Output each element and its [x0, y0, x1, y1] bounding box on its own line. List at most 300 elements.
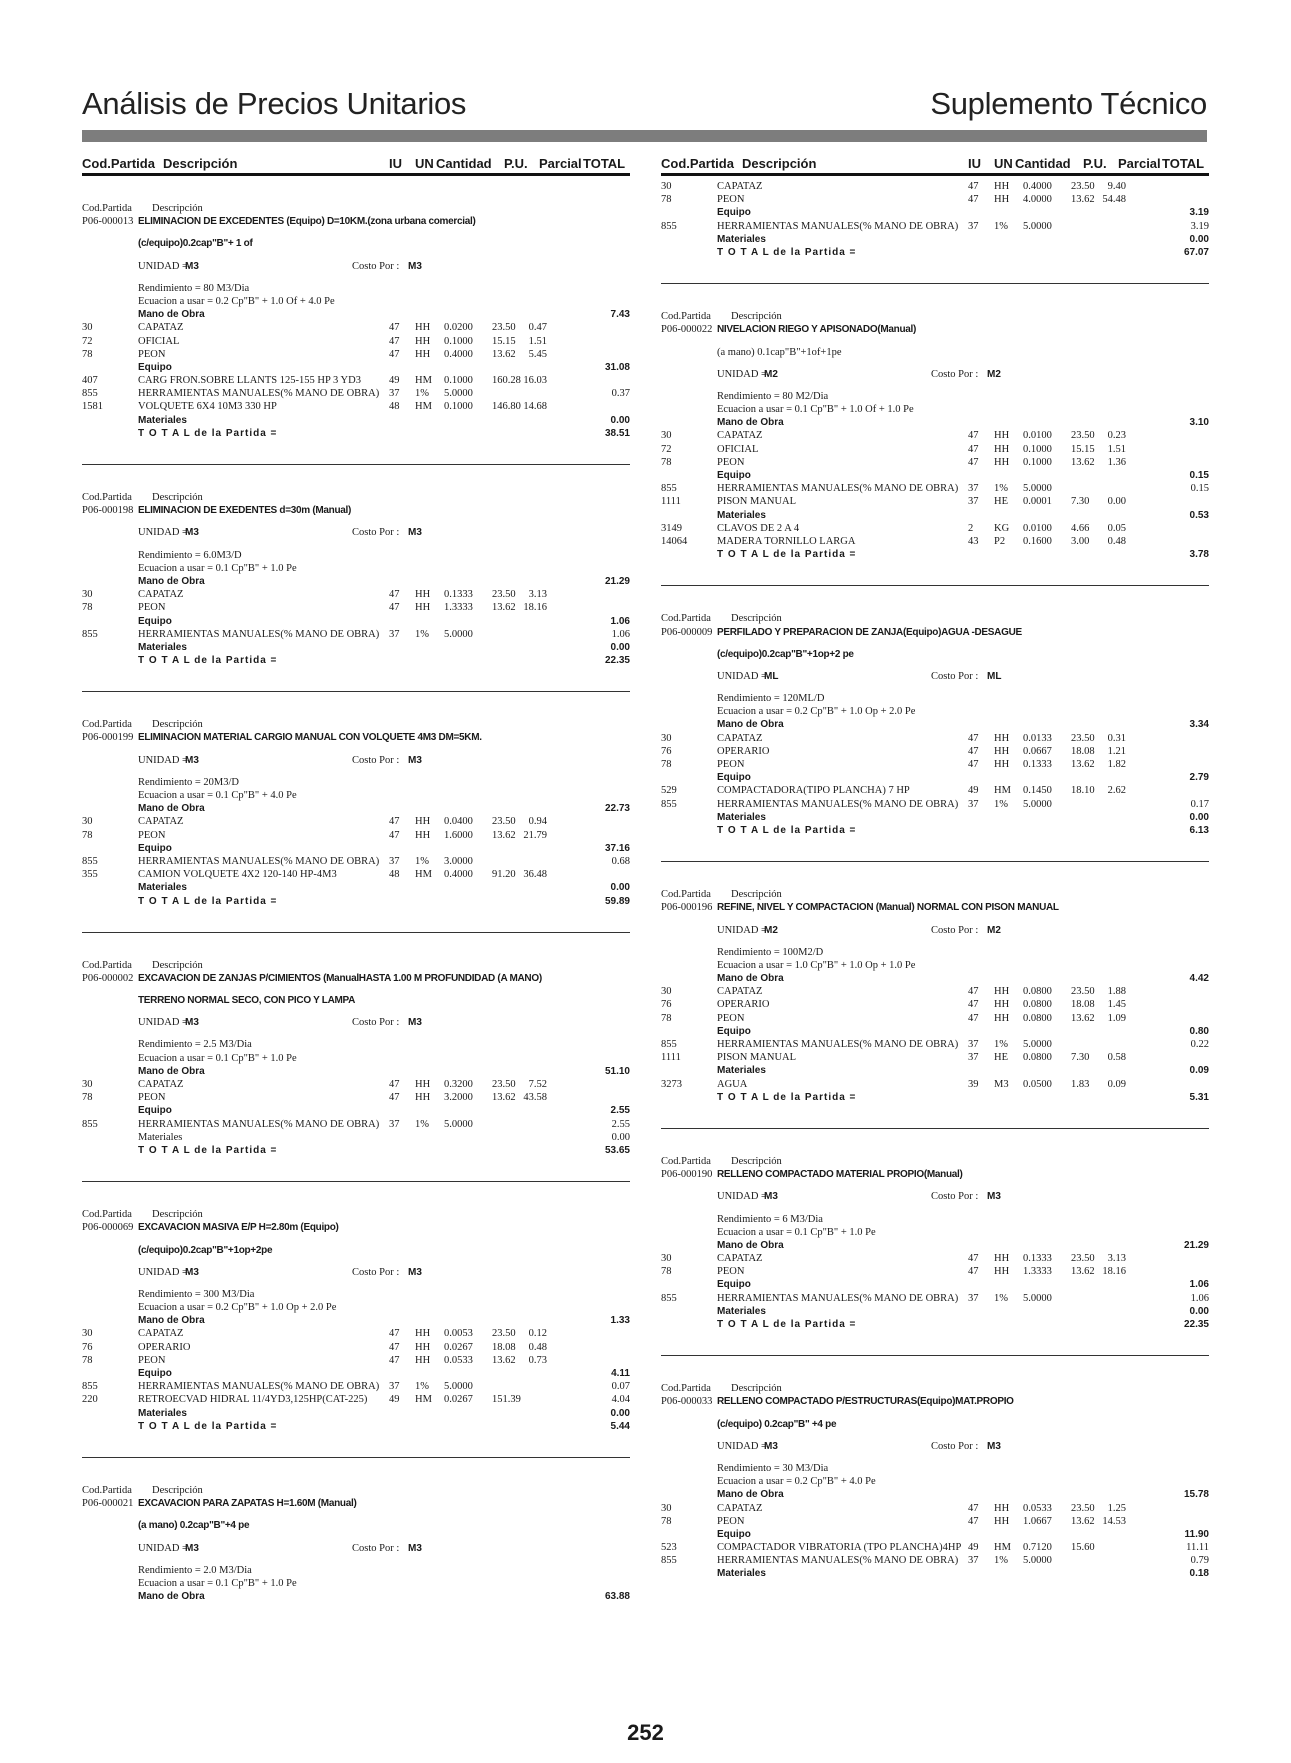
item-unit-price: 13.62 — [492, 602, 516, 614]
partida-code: P06-000196 — [661, 902, 713, 914]
item-code: 78 — [661, 759, 672, 770]
line-item-row — [661, 429, 1209, 442]
category-row — [82, 1590, 630, 1603]
partida-total-label: T O T A L de la Partida = — [138, 1144, 278, 1156]
partida-header-row — [661, 310, 1209, 323]
partida-block — [661, 1129, 1209, 1356]
item-code: 72 — [661, 443, 672, 455]
descripcion-label: Descripción — [152, 1484, 203, 1496]
column-header-cantidad: Cantidad — [1015, 156, 1071, 171]
partida-header-row — [82, 718, 630, 731]
item-unit-price: 23.50 — [1071, 181, 1095, 192]
item-description: PEON — [717, 194, 745, 206]
unidad-label: UNIDAD = — [717, 670, 767, 682]
category-total: 31.08 — [604, 361, 630, 373]
partida-title-row — [82, 1497, 630, 1510]
partida-title: ELIMINACION DE EXEDENTES d=30m (Manual) — [138, 505, 352, 517]
item-iu: 47 — [389, 1354, 400, 1366]
item-unit-price: 23.50 — [1071, 1502, 1095, 1514]
item-unit-price: 18.08 — [1071, 745, 1095, 757]
item-code: 30 — [82, 322, 93, 334]
item-iu: 37 — [389, 1118, 400, 1130]
column-header — [82, 154, 630, 176]
item-quantity: 5.0000 — [1023, 1039, 1052, 1050]
item-partial: 9.40 — [1107, 181, 1126, 192]
item-iu: 37 — [389, 628, 400, 640]
item-code: 855 — [661, 483, 677, 495]
item-quantity: 0.0500 — [1023, 1078, 1052, 1090]
partida-total-row — [661, 1318, 1209, 1331]
cod-partida-label: Cod.Partida — [661, 613, 711, 625]
item-description: HERRAMIENTAS MANUALES(% MANO DE OBRA) — [717, 220, 959, 232]
partida-title: RELLENO COMPACTADO P/ESTRUCTURAS(Equipo)MAT.PROPIO — [717, 1396, 1014, 1408]
partida-total-row — [82, 654, 630, 667]
item-code: 30 — [661, 1253, 672, 1265]
rendimiento-row — [82, 1288, 630, 1301]
rendimiento-text: Rendimiento = 2.5 M3/Dia — [138, 1039, 252, 1051]
partida-total-label: T O T A L de la Partida = — [138, 655, 278, 667]
item-partial: 0.05 — [1107, 522, 1126, 534]
item-unit: HH — [994, 443, 1010, 455]
item-description: HERRAMIENTAS MANUALES(% MANO DE OBRA) — [717, 1292, 959, 1304]
column-header-un: UN — [415, 156, 434, 171]
category-row — [82, 308, 630, 321]
cod-partida-label: Cod.Partida — [82, 1209, 132, 1221]
item-code: 78 — [82, 348, 93, 360]
item-unit: HH — [415, 1341, 431, 1353]
costo-por-value: M3 — [408, 754, 422, 766]
line-item-row — [661, 522, 1209, 535]
line-item-row — [661, 798, 1209, 811]
category-total: 0.00 — [611, 1131, 630, 1143]
category-total: 1.06 — [610, 615, 630, 627]
category-row — [82, 1314, 630, 1327]
ecuacion-text: Ecuacion a usar = 0.2 Cp"B" + 1.0 Op + 2.0 Pe — [717, 706, 916, 718]
item-iu: 37 — [968, 496, 979, 508]
item-quantity: 0.0533 — [444, 1354, 473, 1366]
item-code: 523 — [661, 1542, 677, 1554]
category-row — [82, 615, 630, 628]
item-description: OPERARIO — [717, 745, 770, 757]
item-unit-price: 13.62 — [1071, 1266, 1095, 1278]
category-total: 2.55 — [610, 1105, 630, 1117]
item-iu: 43 — [968, 535, 979, 547]
category-total: 37.16 — [604, 842, 630, 854]
partida-title: EXCAVACION MASIVA E/P H=2.80m (Equipo) — [138, 1222, 339, 1234]
partida-total-row — [661, 548, 1209, 561]
item-quantity: 0.1333 — [444, 589, 473, 601]
category-label: Mano de Obra — [138, 1591, 205, 1603]
category-row — [82, 361, 630, 374]
column-header-desc: Descripción — [163, 156, 238, 171]
partida-total-value: 38.51 — [604, 427, 630, 439]
item-code: 855 — [661, 220, 677, 232]
rendimiento-row — [82, 1564, 630, 1577]
category-row — [82, 641, 630, 654]
item-iu: 47 — [968, 745, 979, 757]
item-unit: HH — [415, 335, 431, 347]
item-quantity: 0.4000 — [1023, 181, 1052, 192]
item-description: OPERARIO — [138, 1341, 191, 1353]
item-unit: HH — [994, 181, 1010, 192]
partida-subtitle: (c/equipo)0.2cap"B"+ 1 of — [138, 238, 253, 250]
item-unit: HH — [994, 1266, 1010, 1278]
item-partial: 21.79 — [523, 829, 547, 841]
category-row — [661, 811, 1209, 824]
unidad-value: M3 — [764, 1440, 778, 1452]
unidad-label: UNIDAD = — [138, 1542, 188, 1554]
partida-code: P06-000021 — [82, 1498, 134, 1510]
item-partial: 1.21 — [1107, 745, 1126, 757]
item-iu: 48 — [389, 869, 400, 881]
category-label: Equipo — [717, 1528, 751, 1540]
item-partial: 0.48 — [1107, 535, 1126, 547]
item-code: 78 — [82, 829, 93, 841]
descripcion-label: Descripción — [731, 613, 782, 625]
unidad-label: UNIDAD = — [138, 754, 188, 766]
item-code: 855 — [82, 628, 98, 640]
item-partial: 0.00 — [1107, 496, 1126, 508]
partida-title: EXCAVACION PARA ZAPATAS H=1.60M (Manual) — [138, 1498, 357, 1510]
cod-partida-label: Cod.Partida — [661, 1383, 711, 1395]
item-unit-price: 4.66 — [1071, 522, 1090, 534]
item-partial: 0.09 — [1107, 1078, 1126, 1090]
item-quantity: 5.0000 — [1023, 483, 1052, 495]
partida-header-row — [82, 202, 630, 215]
item-quantity: 0.3200 — [444, 1079, 473, 1090]
item-description: HERRAMIENTAS MANUALES(% MANO DE OBRA) — [717, 1039, 959, 1050]
costo-por-label: Costo Por : — [931, 1191, 979, 1203]
line-item-row — [661, 1554, 1209, 1567]
descripcion-label: Descripción — [731, 1155, 782, 1167]
item-unit: HH — [415, 1079, 431, 1090]
partida-total-value: 6.13 — [1189, 824, 1209, 836]
category-row — [82, 1131, 630, 1144]
column-header-cod: Cod.Partida — [661, 156, 734, 171]
costo-por-label: Costo Por : — [352, 260, 400, 272]
item-unit: HH — [415, 322, 431, 334]
costo-por-value: M3 — [408, 1017, 422, 1029]
item-code: 1581 — [82, 401, 103, 413]
item-description: PEON — [717, 1012, 745, 1024]
item-unit-price: 13.62 — [492, 1354, 516, 1366]
partida-subtitle: TERRENO NORMAL SECO, CON PICO Y LAMPA — [138, 995, 356, 1007]
partida-title: REFINE, NIVEL Y COMPACTACION (Manual) NORMAL CON PISON MANUAL — [717, 902, 1059, 914]
item-description: CAPATAZ — [138, 1079, 184, 1090]
descripcion-label: Descripción — [152, 1209, 203, 1221]
category-total: 1.06 — [1189, 1279, 1209, 1291]
item-quantity: 0.0200 — [444, 322, 473, 334]
category-row — [661, 972, 1209, 985]
item-unit: HH — [994, 194, 1010, 206]
line-item-row — [661, 535, 1209, 548]
ecuacion-row — [82, 1301, 630, 1314]
item-unit-price: 146.80 — [492, 401, 521, 413]
item-iu: 37 — [389, 855, 400, 867]
item-unit: HH — [415, 602, 431, 614]
rendimiento-text: Rendimiento = 20M3/D — [138, 776, 240, 788]
item-quantity: 4.0000 — [1023, 194, 1052, 206]
item-unit-price: 18.08 — [492, 1341, 516, 1353]
item-description: RETROECVAD HIDRAL 11/4YD3,125HP(CAT-225) — [138, 1394, 368, 1406]
item-code: 78 — [661, 194, 672, 206]
line-item-row — [661, 1502, 1209, 1515]
partida-total-label: T O T A L de la Partida = — [717, 1091, 857, 1103]
category-total: 4.42 — [1189, 973, 1209, 985]
item-quantity: 0.0267 — [444, 1394, 473, 1406]
rendimiento-row — [82, 282, 630, 295]
line-item-row — [82, 628, 630, 641]
item-iu: 49 — [968, 785, 979, 797]
category-row — [661, 1567, 1209, 1580]
category-row — [661, 1064, 1209, 1077]
item-unit-price: 15.15 — [492, 335, 516, 347]
unidad-row — [82, 1016, 630, 1029]
item-quantity: 5.0000 — [1023, 798, 1052, 810]
partida-subtitle-row — [82, 1244, 630, 1257]
ecuacion-text: Ecuacion a usar = 0.1 Cp"B" + 4.0 Pe — [138, 790, 297, 801]
item-description: CARG FRON.SOBRE LLANTS 125-155 HP 3 YD3 — [138, 375, 361, 387]
item-iu: 37 — [968, 1555, 979, 1567]
costo-por-label: Costo Por : — [931, 368, 979, 380]
item-description: OFICIAL — [717, 443, 759, 455]
item-description: PISON MANUAL — [717, 1052, 797, 1064]
item-partial: 0.73 — [528, 1354, 547, 1366]
partida-block — [82, 465, 630, 692]
partida-header-row — [661, 1155, 1209, 1168]
item-description: HERRAMIENTAS MANUALES(% MANO DE OBRA) — [717, 483, 959, 495]
item-partial: 1.36 — [1107, 456, 1126, 468]
ecuacion-row — [82, 1052, 630, 1065]
item-unit: HH — [994, 1253, 1010, 1265]
unidad-label: UNIDAD = — [717, 368, 767, 380]
category-label: Materiales — [717, 1305, 766, 1317]
item-code: 855 — [661, 798, 677, 810]
item-description: HERRAMIENTAS MANUALES(% MANO DE OBRA) — [138, 1118, 380, 1130]
item-quantity: 0.1000 — [1023, 456, 1052, 468]
line-item-row — [82, 348, 630, 361]
item-unit: 1% — [994, 1555, 1008, 1567]
partida-header-row — [82, 491, 630, 504]
item-total: 0.15 — [1190, 483, 1209, 495]
partida-block — [82, 1458, 630, 1603]
item-code: 855 — [82, 855, 98, 867]
item-partial: 5.45 — [528, 348, 547, 360]
category-row — [82, 575, 630, 588]
unidad-value: M2 — [764, 368, 778, 380]
category-total: 0.80 — [1189, 1025, 1209, 1037]
item-iu: 47 — [968, 1502, 979, 1514]
item-code: 76 — [82, 1341, 93, 1353]
item-total: 1.06 — [1190, 1292, 1209, 1304]
item-total: 3.19 — [1190, 220, 1209, 232]
item-unit-price: 13.62 — [492, 829, 516, 841]
partida-subtitle-row — [82, 994, 630, 1007]
item-code: 78 — [82, 602, 93, 614]
category-total: 15.78 — [1183, 1489, 1209, 1501]
column-header-iu: IU — [968, 156, 981, 171]
category-total: 0.00 — [1189, 233, 1209, 245]
item-unit-price: 23.50 — [492, 322, 516, 334]
category-row — [661, 1239, 1209, 1252]
line-item-row — [661, 1051, 1209, 1064]
item-quantity: 5.0000 — [444, 388, 473, 400]
line-item-row — [82, 1118, 630, 1131]
descripcion-label: Descripción — [152, 203, 203, 214]
column-header-cantidad: Cantidad — [436, 156, 492, 171]
category-row — [82, 1367, 630, 1380]
costo-por-label: Costo Por : — [352, 1542, 400, 1554]
item-unit-price: 15.60 — [1071, 1542, 1095, 1554]
item-description: HERRAMIENTAS MANUALES(% MANO DE OBRA) — [138, 388, 380, 400]
item-code: 355 — [82, 869, 98, 881]
unidad-row — [82, 754, 630, 767]
category-label: Materiales — [138, 1131, 183, 1143]
item-quantity: 0.0100 — [1023, 430, 1052, 442]
item-code: 78 — [661, 1515, 672, 1527]
item-unit: 1% — [415, 1381, 429, 1393]
item-unit: 1% — [994, 798, 1008, 810]
rendimiento-text: Rendimiento = 30 M3/Dia — [717, 1462, 829, 1474]
category-total: 0.00 — [1189, 1305, 1209, 1317]
ecuacion-text: Ecuacion a usar = 0.1 Cp"B" + 1.0 Pe — [717, 1226, 876, 1238]
category-row — [82, 842, 630, 855]
item-total: 0.17 — [1190, 798, 1209, 810]
unidad-value: M3 — [185, 260, 199, 272]
ecuacion-row — [661, 959, 1209, 972]
item-iu: 49 — [389, 1394, 400, 1406]
item-description: HERRAMIENTAS MANUALES(% MANO DE OBRA) — [138, 1381, 380, 1393]
item-description: HERRAMIENTAS MANUALES(% MANO DE OBRA) — [717, 798, 959, 810]
unidad-row — [661, 1440, 1209, 1453]
item-code: 78 — [82, 1354, 93, 1366]
category-total: 0.00 — [610, 882, 630, 894]
item-unit: HH — [994, 759, 1010, 770]
item-iu: 37 — [389, 1381, 400, 1393]
rendimiento-row — [661, 390, 1209, 403]
item-total: 0.79 — [1190, 1555, 1209, 1567]
line-item-row — [661, 1252, 1209, 1265]
item-partial: 1.25 — [1107, 1502, 1126, 1514]
item-unit-price: 23.50 — [1071, 986, 1095, 998]
item-unit: 1% — [415, 388, 429, 400]
item-iu: 47 — [389, 816, 400, 828]
item-partial: 1.82 — [1107, 759, 1126, 770]
category-label: Equipo — [717, 772, 751, 784]
column-header-parcial: Parcial — [539, 156, 582, 171]
category-total: 2.79 — [1189, 772, 1209, 784]
category-row — [82, 802, 630, 815]
item-quantity: 3.0000 — [444, 855, 473, 867]
item-code: 855 — [661, 1555, 677, 1567]
column-header-cod: Cod.Partida — [82, 156, 155, 171]
rendimiento-row — [82, 776, 630, 789]
item-partial: 1.51 — [528, 335, 547, 347]
rendimiento-text: Rendimiento = 300 M3/Dia — [138, 1288, 255, 1300]
partida-title: ELIMINACION MATERIAL CARGIO MANUAL CON VOLQUETE 4M3 DM=5KM. — [138, 732, 482, 744]
partida-total-label: T O T A L de la Partida = — [717, 1319, 857, 1330]
category-row — [661, 416, 1209, 429]
unidad-label: UNIDAD = — [717, 1440, 767, 1452]
category-total: 1.33 — [610, 1315, 630, 1327]
partida-title: RELLENO COMPACTADO MATERIAL PROPIO(Manual) — [717, 1169, 963, 1181]
cod-partida-label: Cod.Partida — [82, 1484, 132, 1496]
category-row — [661, 1025, 1209, 1038]
category-total: 21.29 — [604, 575, 630, 587]
item-code: 1111 — [661, 1052, 681, 1064]
rendimiento-row — [82, 549, 630, 562]
item-code: 855 — [82, 1118, 98, 1130]
item-code: 76 — [661, 999, 672, 1011]
ecuacion-row — [661, 403, 1209, 416]
item-code: 855 — [661, 1292, 677, 1304]
partida-title-row — [661, 1168, 1209, 1181]
item-description: CAPATAZ — [717, 1502, 763, 1514]
partida-code: P06-000190 — [661, 1169, 713, 1181]
unidad-label: UNIDAD = — [138, 527, 188, 539]
line-item-row — [661, 758, 1209, 771]
item-quantity: 5.0000 — [1023, 1555, 1052, 1567]
unidad-value: M2 — [764, 924, 778, 936]
item-unit-price: 91.20 — [492, 869, 516, 881]
category-total: 0.00 — [610, 1407, 630, 1419]
partida-total-row — [82, 1144, 630, 1157]
category-total: 63.88 — [604, 1591, 630, 1603]
category-label: Materiales — [717, 1568, 766, 1580]
item-unit-price: 13.62 — [1071, 194, 1095, 206]
category-label: Mano de Obra — [138, 1315, 205, 1327]
partida-block — [661, 1356, 1209, 1580]
unidad-row — [661, 924, 1209, 937]
item-code: 78 — [82, 1092, 93, 1104]
rendimiento-text: Rendimiento = 120ML/D — [717, 693, 825, 705]
item-partial: 1.88 — [1107, 986, 1126, 998]
item-unit-price: 13.62 — [1071, 1515, 1095, 1527]
category-total: 4.11 — [611, 1368, 630, 1379]
partida-title: PERFILADO Y PREPARACION DE ZANJA(Equipo)AGUA -DESAGUE — [717, 626, 1022, 638]
item-unit-price: 23.50 — [1071, 732, 1095, 744]
line-item-row — [661, 220, 1209, 233]
item-iu: 47 — [389, 322, 400, 334]
unidad-label: UNIDAD = — [138, 1017, 188, 1029]
item-code: 220 — [82, 1394, 98, 1406]
category-label: Mano de Obra — [717, 1489, 784, 1501]
unidad-row — [661, 670, 1209, 683]
item-total: 11.11 — [1186, 1542, 1209, 1554]
item-description: HERRAMIENTAS MANUALES(% MANO DE OBRA) — [138, 628, 380, 640]
item-partial: 54.48 — [1102, 194, 1126, 206]
line-item-row — [82, 1380, 630, 1393]
item-unit-price: 23.50 — [1071, 1253, 1095, 1265]
partida-title-row — [661, 626, 1209, 639]
item-unit: HH — [415, 1328, 431, 1340]
column-header — [661, 154, 1209, 176]
item-quantity: 0.0053 — [444, 1328, 473, 1340]
cod-partida-label: Cod.Partida — [82, 959, 132, 971]
category-label: Mano de Obra — [717, 417, 784, 429]
item-description: PEON — [138, 1354, 166, 1366]
partida-subtitle: (c/equipo) 0.2cap"B" +4 pe — [717, 1418, 837, 1430]
category-total: 3.10 — [1189, 417, 1209, 429]
item-partial: 16.03 — [523, 375, 547, 387]
partida-title-row — [661, 1395, 1209, 1408]
item-partial: 1.45 — [1107, 999, 1126, 1011]
item-code: 30 — [661, 986, 672, 998]
item-code: 855 — [82, 388, 98, 400]
cod-partida-label: Cod.Partida — [661, 311, 711, 323]
category-label: Mano de Obra — [717, 1239, 784, 1251]
item-iu: 47 — [389, 589, 400, 601]
